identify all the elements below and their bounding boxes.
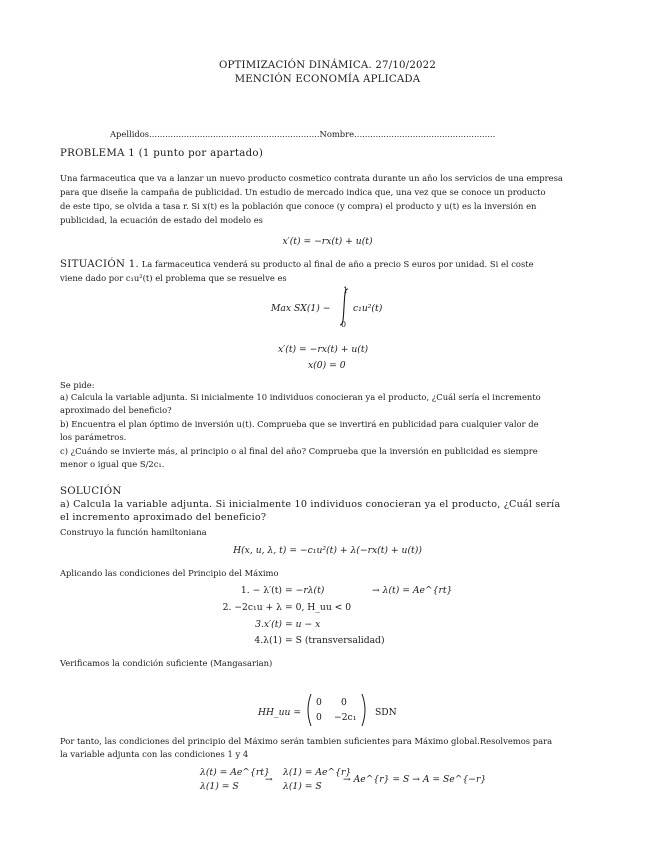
matrix-cell-21: 0: [316, 712, 322, 723]
solution-a-line-1: a) Calcula la variable adjunta. Si inicialmente 10 individuos conocieran ya el producto, ¿Cuál sería: [60, 499, 561, 510]
condition-2-right: = 0, H_uu < 0: [285, 602, 352, 613]
conclusion-line-1: Por tanto, las condiciones del principio del Máximo serán tambien suficientes para Máximo global.Resolvemos para: [60, 736, 553, 746]
objective-left: Max SX(1) −: [271, 303, 331, 314]
hessian-label: HH_uu =: [258, 707, 302, 718]
system-arrow: →: [265, 774, 273, 785]
solution-heading: SOLUCIÓN: [60, 486, 122, 497]
situation-text: La farmaceutica venderá su producto al final de año a precio S euros por unidad. Si el coste: [141, 259, 534, 269]
system-final: → Ae^{r} = S → A = Se^{−r}: [343, 774, 487, 785]
right-paren-icon: [361, 693, 369, 731]
matrix-cell-22: −2c₁: [334, 712, 357, 723]
hessian-result: SDN: [375, 707, 397, 718]
surname-label: Apellidos: [110, 129, 150, 139]
exam-title: OPTIMIZACIÓN DINÁMICA. 27/10/2022: [218, 60, 437, 71]
condition-1-left: 1. − λ′(t): [240, 585, 282, 596]
solution-a-line-2: el incremento aproximado del beneficio?: [60, 512, 267, 523]
situation-line-2: viene dado por c₁u²(t) el problema que se resuelve es: [60, 273, 287, 283]
sufficient-intro: Verificamos la condición suficiente (Mangasarian): [60, 658, 273, 668]
situation-label: SITUACIÓN 1.: [60, 259, 140, 270]
matrix-cell-12: 0: [341, 697, 347, 708]
system-mid-2: λ(1) = S: [283, 781, 322, 792]
asks-label: Se pide:: [60, 380, 95, 390]
integrand: c₁u²(t): [353, 303, 383, 314]
max-principle-intro: Aplicando las condiciones del Principio del Máximo: [60, 568, 279, 578]
state-equation: x′(t) = −rx(t) + u(t): [282, 236, 373, 247]
intro-line-4: publicidad, la ecuación de estado del modelo es: [60, 215, 263, 225]
surname-field[interactable]: ................................................................: [149, 129, 320, 139]
question-a-line-1: a) Calcula la variable adjunta. Si inicialmente 10 individuos conocieran ya el producto, ¿Cuál sería el incremento: [60, 392, 541, 402]
condition-3-right: = u − x: [285, 619, 321, 630]
intro-line-1: Una farmaceutica que va a lanzar un nuevo producto cosmetico contrata durante un año los servicios de una empresa: [60, 173, 563, 183]
system-left-2: λ(1) = S: [200, 781, 239, 792]
problem-heading: PROBLEMA 1 (1 punto por apartado): [60, 148, 264, 159]
question-b-line-2: los parámetros.: [60, 432, 127, 442]
system-left-1: λ(t) = Ae^{rt}: [200, 767, 270, 778]
condition-2-left: 2. −2c₁u + λ: [222, 602, 282, 613]
condition-4-left: 4.λ(1): [254, 635, 282, 646]
conclusion-line-2: la variable adjunta con las condiciones 1 y 4: [60, 749, 249, 759]
question-b-line-1: b) Encuentra el plan óptimo de inversión u(t). Comprueba que se invertirá en publicidad para cualquier valor de: [60, 419, 539, 429]
question-a-line-2: aproximado del beneficio?: [60, 405, 172, 415]
intro-line-2: para que diseñe la campaña de publicidad. Un estudio de mercado indica que, una vez que se conoce un producto: [60, 187, 546, 197]
question-c-line-2: menor o igual que S/2c₁.: [60, 459, 165, 469]
intro-line-3: de este tipo, se olvida a tasa r. Si x(t) es la población que conoce (y compra) el producto y u(t) es la inversión en: [60, 201, 537, 211]
question-c-line-1: c) ¿Cuándo se invierte más, al principio o al final del año? Comprueba que la inversión en publicidad es siempre: [60, 446, 538, 456]
hamiltonian: H(x, u, λ, t) = −c₁u²(t) + λ(−rx(t) + u(t)): [233, 545, 422, 556]
condition-4-right: = S (transversalidad): [285, 635, 385, 646]
integral-upper: 1: [343, 286, 349, 295]
identity-line: [110, 128, 495, 141]
system-mid-1: λ(1) = Ae^{r}: [283, 767, 352, 778]
constraint-2: x(0) = 0: [308, 360, 346, 371]
condition-1-right: = −rλ(t): [285, 585, 325, 596]
condition-1-result: → λ(t) = Ae^{rt}: [372, 585, 453, 596]
matrix-cell-11: 0: [316, 697, 322, 708]
integral-lower: 0: [341, 320, 347, 329]
left-paren-icon: [304, 693, 312, 731]
situation-line-1: [60, 258, 534, 272]
name-label: Nombre: [319, 129, 355, 139]
name-field[interactable]: .....................................................: [354, 129, 496, 139]
constraint-1: x′(t) = −rx(t) + u(t): [278, 344, 369, 355]
exam-subtitle: MENCIÓN ECONOMÍA APLICADA: [234, 74, 421, 85]
condition-3-left: 3.x′(t): [255, 619, 282, 630]
hamiltonian-intro: Construyo la función hamiltoniana: [60, 527, 207, 537]
